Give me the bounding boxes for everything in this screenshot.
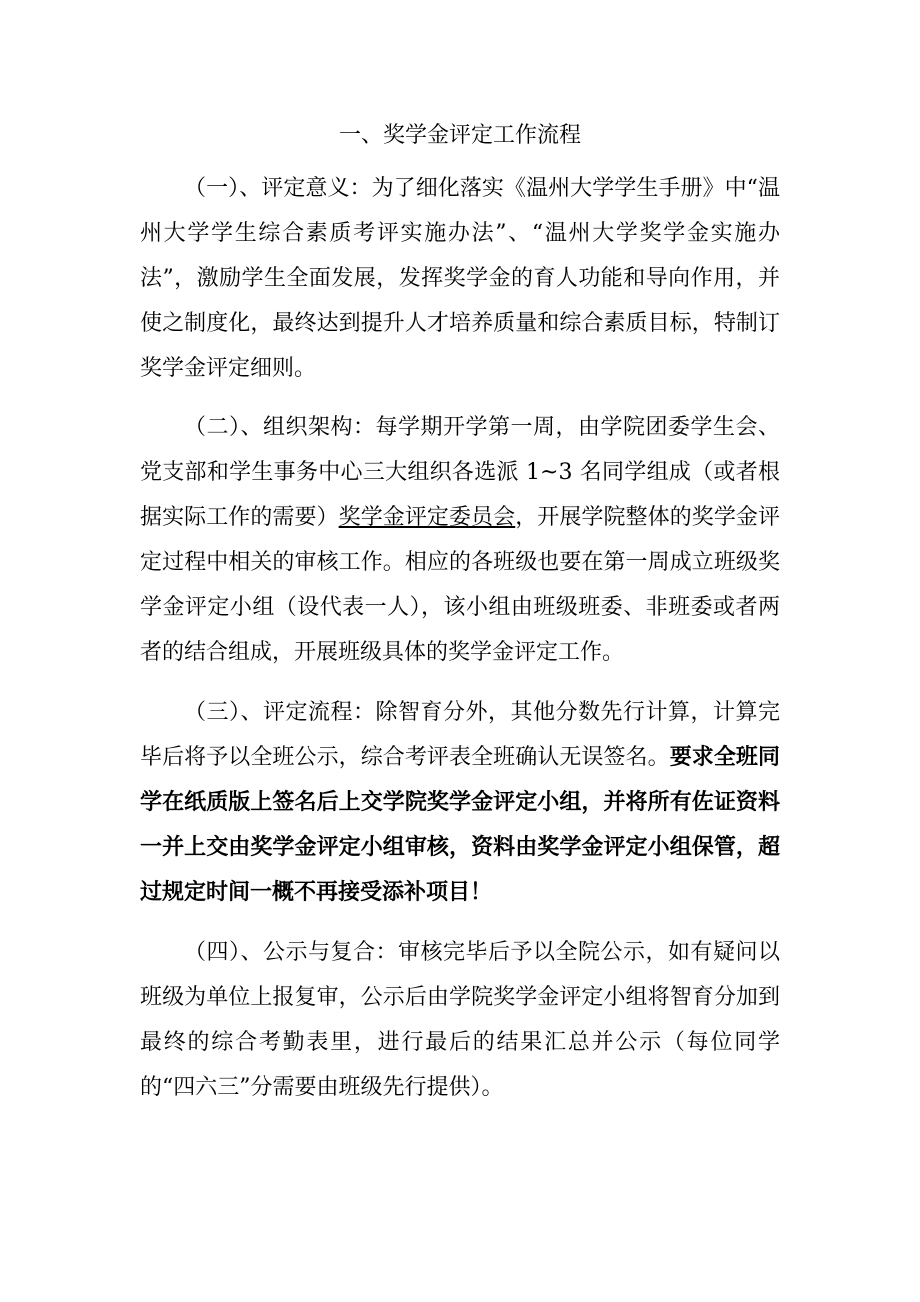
section-evaluation-process (140, 690, 780, 915)
section-publicity-review (140, 930, 780, 1110)
section-evaluation-significance (140, 166, 780, 391)
document-title: 一、奖学金评定工作流程 (338, 123, 581, 148)
section-3-bold-requirement: 要求全班同学在纸质版上签名后上交学院奖学金评定小组，并将所有佐证资料一并上交由奖学金评定小组审核，资料由奖学金评定小组保管，超过规定时间一概不再接受添补项目！ (140, 744, 780, 905)
section-organization-structure (140, 405, 780, 675)
section-2-text-before: （二）、组织架构：每学期开学第一周，由学院团委学生会、党支部和学生事务中心三大组织各选派 1~3 名同学组成（或者根据实际工作的需要） (140, 415, 780, 530)
committee-name-underlined: 奖学金评定委员会 (338, 505, 516, 530)
section-2-text-after: ，开展学院整体的奖学金评定过程中相关的审核工作。相应的各班级也要在第一周成立班级奖学金评定小组（设代表一人），该小组由班级班委、非班委或者两者的结合组成，开展班级具体的奖学金评定工作。 (140, 505, 780, 665)
section-1-text: （一）、评定意义：为了细化落实《温州大学学生手册》中“温州大学学生综合素质考评实施办法”、“温州大学奖学金实施办法”，激励学生全面发展，发挥奖学金的育人功能和导向作用，并使之制度化，最终达到提升人才培养质量和综合素质目标，特制订奖学金评定细则。 (140, 176, 780, 381)
section-4-text: （四）、公示与复合：审核完毕后予以全院公示，如有疑问以班级为单位上报复审，公示后由学院奖学金评定小组将智育分加到最终的综合考勤表里，进行最后的结果汇总并公示（每位同学的“四六三”分需要由班级先行提供）。 (140, 940, 780, 1100)
section-3-text: （三）、评定流程：除智育分外，其他分数先行计算，计算完毕后将予以全班公示，综合考评表全班确认无误签名。 (140, 700, 780, 770)
